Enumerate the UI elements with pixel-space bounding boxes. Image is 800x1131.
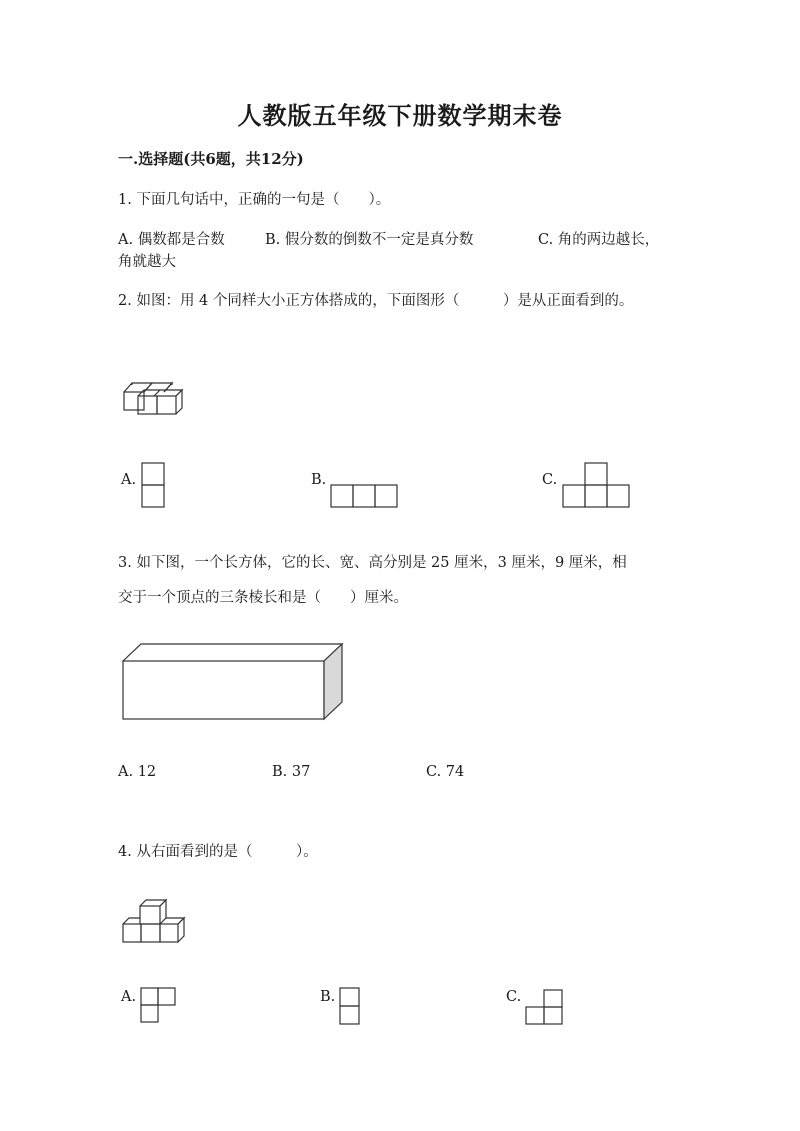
question-3-cuboid-figure [122,643,346,721]
question-1-option-c-continued: 角就越大 [118,254,176,270]
question-2-stem: 2. 如图：用 4 个同样大小正方体搭成的，下面图形（ ）是从正面看到的。 [118,293,634,309]
question-4-option-a: A. [121,989,137,1005]
question-1-stem: 1. 下面几句话中，正确的一句是（ ）。 [118,192,391,208]
question-4-option-a-figure [140,987,176,1023]
question-4-cube-figure [122,892,188,944]
question-4-stem: 4. 从右面看到的是（ ）。 [118,844,318,860]
page-title: 人教版五年级下册数学期末卷 [237,101,563,130]
question-4-option-b: B. [320,989,336,1005]
question-2-cube-figure [122,380,186,418]
question-2-option-c: C. [542,472,558,488]
question-2-option-a-figure [141,462,165,508]
question-4-option-c-figure [524,989,564,1025]
question-1-option-a: A. 偶数都是合数 [118,232,225,248]
question-4-option-c: C. [506,989,522,1005]
question-1-option-c: C. 角的两边越长， [538,232,660,248]
question-3-stem-continued: 交于一个顶点的三条棱长和是（ ）厘米。 [118,590,408,606]
question-1-option-b: B. 假分数的倒数不一定是真分数 [265,232,474,248]
question-2-option-b: B. [311,472,327,488]
question-2-option-b-figure [330,484,398,508]
question-3-stem: 3. 如下图，一个长方体，它的长、宽、高分别是 25 厘米，3 厘米，9 厘米，相 [118,555,627,571]
question-3-option-b: B. 37 [272,764,311,780]
question-3-option-c: C. 74 [426,764,465,780]
question-3-option-a: A. 12 [118,764,157,780]
question-4-option-b-figure [339,987,361,1025]
question-2-option-a: A. [121,472,137,488]
section-heading: 一.选择题(共6题，共12分) [118,150,304,168]
question-2-option-c-figure [562,462,630,508]
